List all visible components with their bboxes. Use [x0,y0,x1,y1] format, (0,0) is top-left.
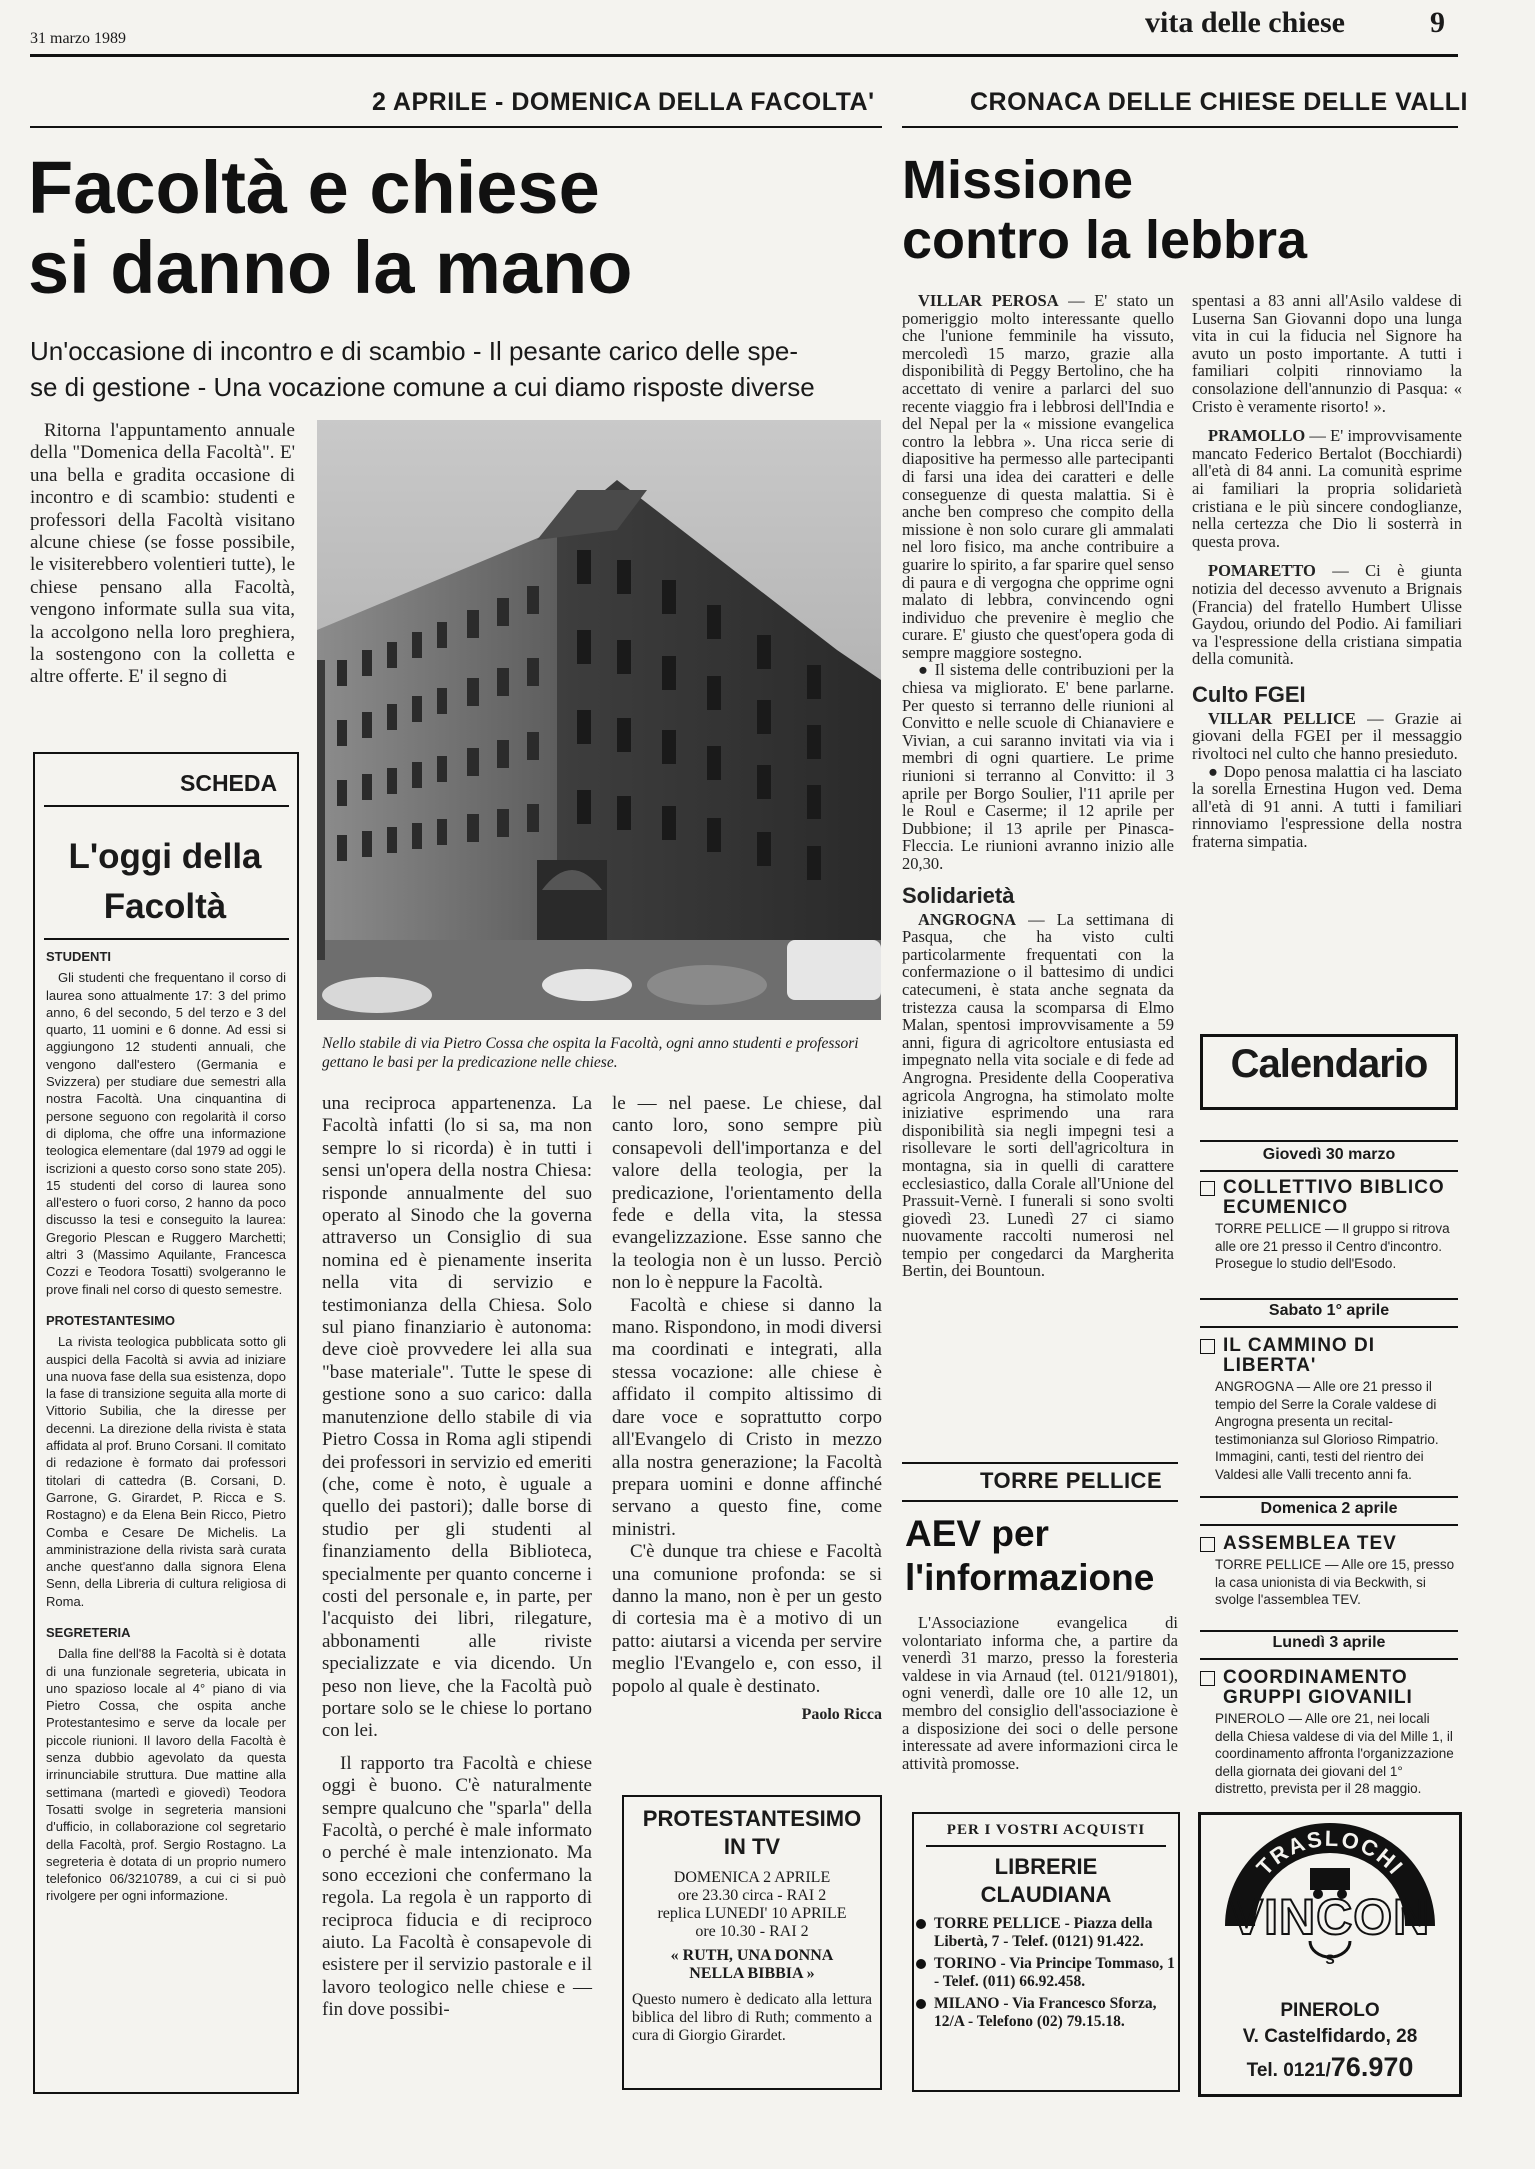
right-col1 [902,292,1174,1280]
aev-headline-line2: l'informazione [905,1557,1155,1598]
pomaretto-text: — Ci è giunta notizia del decesso avvenuto a Brignais (Francia) del fratello Humbert Ulisse Gaydou, oriundo del Podio. Ai familiari va l'espressione della cristiana simpatia della comunità. [1192,561,1462,669]
bullet-icon [916,1959,926,1969]
tv-line-1: DOMENICA 2 APRILE [673,1869,831,1886]
claudiana-address-2-text: TORINO - Via Principe Tommaso, 1 - Telef. (011) 66.92.458. [934,1954,1175,1990]
left-col2-p2: Il rapporto tra Facoltà e chiese oggi è buono. C'è naturalmente sempre qualcuno che "sparla" della Facoltà, o perché è male informato o perché è male intenzionato. Ma sono eccezioni che confermano la regola. La regola è un rapporto di reciproca fiducia e di reciproco aiuto. La Facoltà è consapevole di esistere per il servizio pastorale e il lavoro teologico nelle chiese e — fin dove possibi- [322,1752,592,2021]
claudiana-address-2 [916,1955,1176,1991]
vincon-logo-graphic [1200,1816,1460,1976]
aev-top-rule [902,1462,1178,1464]
pomaretto-place: POMARETTO [1208,561,1316,581]
villar-pellice-place: VILLAR PELLICE [1208,708,1356,728]
tv-line-3: replica LUNEDI' 10 APRILE [657,1905,847,1922]
right-headline-line1: Missione [902,150,1134,210]
left-headline-line2: si danno la mano [28,225,633,309]
aev-text: L'Associazione evangelica di volontariato informa che, a partire da venerdì 31 marzo, presso la foresteria valdese in via Arnaud (tel. 0121/91801), ogni venerdì, dalle ore 10 alle 12, un membro del consiglio dell'associazione è a disposizione dei soci o delle persone interessate ad avere informazioni circa le attività promosse. [902,1613,1178,1773]
bullet-icon [916,1999,926,2009]
left-headline-line1: Facoltà e chiese [28,146,600,229]
scheda-title-rule [44,938,289,940]
tv-line-4: ore 10.30 - RAI 2 [695,1923,809,1940]
right-col2 [1192,292,1462,851]
tv-title-1: PROTESTANTESIMO [642,1806,862,1831]
claudiana-name-2: CLAUDIANA [980,1881,1112,1907]
villar-perosa-text: — E' stato un pomeriggio molto interessante quello che l'unione femminile ha vissuto, mercoledì 15 marzo, grazie alla disponibilità di Peggy Bertolino, che ha accettato di venire a parlarci del suo recente viaggio fra i lebbrosi dell'India e del Nepal per la « missione evangelica contro la lebbra ». Una ricca serie di diapositive ha permesso alle partecipanti di farsi una idea dei caratteri e delle conseguenze di questa malattia. Si è anche ben compreso che compito della missione è non solo curare gli ammalati nel loro fisico, ma anche contribuire a guarire lo spirito, a far sparire quel senso di paura e di vergogna che opprime ogni malato di lebbra, convincendo ogni individuo che prevenire è meglio che curare. E' giusto che quest'opera goda di sempre maggiore sostegno. [902,291,1174,662]
vincon-logo [1200,1816,1460,1976]
event-4-title: COORDINAMENTO GRUPPI GIOVANILI [1223,1667,1413,1708]
left-col3-p2: Facoltà e chiese si danno la mano. Rispondono, in modi diversi ma coordinati e integrati, alla stessa vocazione: alle chiese è affidato il compito altissimo di dare voce e soprattutto corpo all'Evangelo di Cristo in mezzo alla nostra generazione; la Facoltà prepara uomini e donne affinché servano a questo fine, come ministri. [612,1294,882,1540]
event-1-body: TORRE PELLICE — Il gruppo si ritrova alle ore 21 presso il Centro d'incontro. Prosegue lo studio dell'Esodo. [1215,1221,1450,1271]
segreteria-heading: SEGRETERIA [46,1624,131,1640]
calendar-rule-3 [1200,1298,1458,1300]
calendar-day-3: Domenica 2 aprile [1260,1500,1398,1517]
angrogna-continuation: spentasi a 83 anni all'Asilo valdese di Luserna San Giovanni dopo una lunga vita in cui la fiducia nel Signore ha avuto un posto importante. A tutti i familiari colpiti rinnoviamo la consolazione dell'annunzio di Pasqua: « Cristo è veramente risorto! ». [1192,291,1462,416]
tv-title-2: IN TV [723,1834,781,1859]
right-kicker: CRONACA DELLE CHIESE DELLE VALLI [970,88,1468,116]
vincon-phone-number: 76.970 [1330,2052,1414,2082]
event-3-header [1200,1534,1458,1554]
claudiana-name-1: LIBRERIE [994,1853,1098,1879]
claudiana-address-3-text: MILANO - Via Francesco Sforza, 12/A - Telefono (02) 79.15.18. [934,1994,1157,2030]
checkbox-icon [1200,1181,1215,1196]
protestantesimo-heading: PROTESTANTESIMO [46,1312,176,1328]
claudiana-content [916,1822,1176,2031]
traslochi-text: TRASLOCHI [1251,1825,1409,1881]
faculty-building-photo [317,420,881,1020]
tv-line-2: ore 23.30 circa - RAI 2 [677,1887,827,1904]
segreteria-text: Dalla fine dell'88 la Facoltà si è dotata di una funzionale segreteria, ubicata in uno spazioso locale al 4° piano di via Pietro Cossa, che ospita anche Protestantesimo e serve da locale per piccole riunioni. Il lavoro della Facoltà è senza dubbio agevolato da questa irrinunciabile struttura. Due mattine alla settimana (martedì e giovedì) Teodora Tosatti svolge in segreteria mansioni d'ufficio, in collaborazione col segretario della Facoltà, prof. Sergio Rostagno. La segreteria è dotata di un proprio numero telefonico 06/3210789, a cui ci si può rivolgere per ogni informazione. [46,1646,286,1904]
vincon-s: S [1325,1951,1335,1967]
event-4-body: PINEROLO — Alle ore 21, nei locali della Chiesa valdese di via del Mille 1, il coordinamento affronta l'organizzazione della giornata dei giovani del 1° distretto, prevista per il 28 maggio. [1215,1711,1454,1796]
left-col2-p1: una reciproca appartenenza. La Facoltà infatti (lo si sa, ma non sempre lo si ricorda) è in tutti i sensi un'opera della nostra Chiesa: risponde annualmente del suo operato al Sinodo che la governa attraverso un Consiglio di sua nomina ed è pienamente inserita nella vita di servizio e testimonianza della Chiesa. Solo sul piano finanziario è autonoma: deve cioè provvedere lei alla sua "base materiale". Tutte le spese di gestione sono a suo carico: dalla manutenzione dello stabile di via Pietro Cossa in Roma agli stipendi dei professori in servizio ed emeriti (che, come è noto, è uguale a quello dei pastori); dalle borse di studio per gli studenti al finanziamento della Biblioteca, specialmente per quanto concerne i costi del personale e, in parte, per l'acquisto dei libri, rilegature, abbonamenti alle riviste specializzate e via dicendo. Un peso non lieve, che la Facoltà può portare solo se le chiese lo portano con lei. [322,1093,592,1742]
villar-perosa-place: VILLAR PEROSA [918,291,1059,310]
solidarieta-heading: Solidarietà [902,882,1015,908]
calendar-rule-1 [1200,1140,1458,1142]
event-1-title: COLLETTIVO BIBLICO ECUMENICO [1223,1177,1445,1218]
claudiana-address-3 [916,1995,1176,2031]
right-headline [902,150,1307,270]
aev-headline [905,1512,1154,1600]
left-kicker: 2 APRILE - DOMENICA DELLA FACOLTA' [372,88,875,116]
scheda-title-line1: L'oggi della [68,837,262,876]
tv-line-6: NELLA BIBBIA » [689,1965,815,1982]
culto-fgei-heading: Culto FGEI [1192,681,1306,707]
pramollo-brief [1192,427,1462,550]
pramollo-text: — E' improvvisamente mancato Federico Bertalot (Bocchiardi) all'età di 84 anni. La comunità esprime ai familiari la propria solidarietà cristiana e le più sincere condoglianze, nella certezza che Dio li sosterrà in questa prova. [1192,426,1462,551]
left-col2 [322,1093,592,2022]
villar-pellice-brief-2: ● Dopo penosa malattia ci ha lasciato la sorella Ernestina Hugon ved. Dema all'età di 91 anni. A tutti i familiari rinnoviamo l'espressione della nostra fraterna simpatia. [1192,761,1462,852]
calendar-event-4 [1200,1668,1458,1798]
event-3-title: ASSEMBLEA TEV [1223,1533,1397,1554]
left-kicker-rule [30,126,882,128]
left-col3 [612,1093,882,1726]
protestantesimo-text: La rivista teologica pubblicata sotto gli auspici della Facoltà si avvia ad iniziare una nuova fase della sua esistenza, dopo la fase di transizione seguita alla morte di Vittorio Subilia, che la diresse per decenni. La direzione della rivista è stata affidata al prof. Bruno Corsani. Il comitato di redazione è formato dai professori titolari di cattedra (B. Corsani, D. Garrone, G. Girardet, P. Ricca e S. Rostagno) e da Elena Bein Ricco, Pietro Comba e Cesare De Michelis. La amministrazione della rivista sarà curata anche quest'anno dalla signora Elena Senn, della Libreria di cultura religiosa di Roma. [46,1334,286,1609]
event-2-header [1200,1336,1458,1376]
section-name: vita delle chiese [1145,6,1345,39]
studenti-text: Gli studenti che frequentano il corso di laurea sono attualmente 17: 3 del primo anno, 6 del secondo, 5 del terzo e 3 del quarto, 11 uomini e 6 donne. Ad essi si aggiungono 12 studenti annuali, che vengono dall'estero (Germania e Svizzera) per studiare due semestri alla nostra Facoltà. Una cinquantina di persone seguono con regolarità il corso di diploma, che offre una informazione teologica elementare (dal 1979 ad oggi le iscrizioni a questo corso sono state 205). 15 studenti del corso di laurea sono all'estero o fuori corso, 2 hanno da poco discusso la tesi e conseguito la laurea: Gregorio Plescan e Ruggero Marchetti; altri 3 (Massimo Aquilante, Francesca Cozzi e Teodora Tosatti) svolgeranno le prove finali nel corso di questo semestre. [46,970,286,1297]
right-kicker-rule [902,126,1458,128]
pramollo-place: PRAMOLLO [1208,426,1306,446]
building-illustration [317,420,881,1020]
calendar-day-4: Lunedì 3 aprile [1272,1634,1386,1651]
header-rule [30,54,1458,57]
vincon-address: V. Castelfidardo, 28 [1242,2026,1418,2047]
vincon-city: PINEROLO [1280,2000,1380,2021]
calendar-event-2 [1200,1336,1458,1483]
left-headline [28,148,632,308]
claudiana-rule [926,1845,1166,1847]
scheda-title [40,832,290,932]
vincon-text: VINCON [1229,1889,1431,1945]
angrogna-place: ANGROGNA [918,909,1017,929]
scheda-text [46,948,286,1905]
calendar-event-3 [1200,1534,1458,1609]
torre-pellice-kicker: TORRE PELLICE [980,1468,1163,1493]
left-col3-p3: C'è dunque tra chiese e Facoltà una comunione profonda: se si danno la mano, non è per un gesto di cortesia ma è a motivo di un patto: aiutarsi a vicenda per servire meglio l'Evangelo e, con esso, il popolo al quale è destinato. [612,1541,882,1697]
villar-pellice-text: — Grazie ai giovani della FGEI per il messaggio rivoltoci nel culto che hanno presieduto. [1192,708,1462,764]
bullet-icon [916,1919,926,1929]
aev-kicker-rule [902,1500,1178,1502]
calendar-title: Calendario [1230,1042,1428,1086]
scheda-label: SCHEDA [180,770,278,796]
scheda-rule [44,805,289,807]
angrogna-brief [902,911,1174,1280]
left-subhead-line1: Un'occasione di incontro e di scambio - Il pesante carico delle spe- [30,336,799,366]
calendar-day-2: Sabato 1° aprile [1268,1302,1390,1319]
checkbox-icon [1200,1537,1215,1552]
tv-line-7: Questo numero è dedicato alla lettura biblica del libro di Ruth; commento a cura di Giorgio Girardet. [632,1991,872,2044]
checkbox-icon [1200,1671,1215,1686]
left-col3-p1: le — nel paese. Le chiese, dal canto loro, sono sempre più consapevoli dell'importanza e del valore della teologia, per la predicazione, l'orientamento della fede e della vita, la stessa evangelizzazione. Esse sanno che la teologia non è un lusso. Perciò non lo è neppure la Facoltà. [612,1093,882,1294]
studenti-heading: STUDENTI [46,949,111,964]
aev-headline-line1: AEV per [905,1513,1049,1554]
left-subhead-line2: se di gestione - Una vocazione comune a cui diamo risposte diverse [30,372,815,403]
vincon-phone-prefix: Tel. 0121/ [1246,2060,1331,2081]
page-number: 9 [1430,6,1445,39]
claudiana-address-1-text: TORRE PELLICE - Piazza della Libertà, 7 - Telef. (0121) 91.422. [934,1914,1153,1950]
event-4-header [1200,1668,1458,1708]
calendar-rule-5 [1200,1496,1458,1498]
article-author: Paolo Ricca [801,1705,882,1723]
event-2-body: ANGROGNA — Alle ore 21 presso il tempio del Serre la Corale valdese di Angrogna presenta un recital-testimonianza sul Glorioso Rimpatrio. Immagini, canti, testi del rientro dei Valdesi alle Valli trecento anni fa. [1215,1379,1439,1482]
calendar-day-1: Giovedì 30 marzo [1262,1146,1396,1163]
vincon-phone [1200,2052,1460,2083]
issue-date: 31 marzo 1989 [30,30,126,47]
event-2-title: IL CAMMINO DI LIBERTA' [1223,1335,1375,1376]
calendar-rule-8 [1200,1658,1458,1660]
calendar-event-1 [1200,1178,1458,1273]
calendar-rule-2 [1200,1170,1458,1172]
event-3-body: TORRE PELLICE — Alle ore 15, presso la casa unionista di via Beckwith, si svolge l'assemblea TEV. [1215,1557,1455,1607]
tv-content [626,1805,878,2045]
checkbox-icon [1200,1339,1215,1354]
event-1-header [1200,1178,1458,1218]
calendar-rule-6 [1200,1524,1458,1526]
left-intro: Ritorna l'appuntamento annuale della "Domenica della Facoltà". E' una bella e gradita occasione di incontro e di scambio: studenti e professori della Facoltà visitano alcune chiese (se fosse possibile, le visiterebbero volentieri tutte), le chiese pensano alla Facoltà, vengono informate sulla sua vita, la accolgono nella loro preghiera, la sostengono con la colletta e altre offerte. E' il segno di [30,420,295,688]
angrogna-text: — La settimana di Pasqua, che ha visto culti particolarmente frequentati con la confermazione o il battesimo di undici catecumeni, è stata anche segnata da tristezza causa la scomparsa di Elmo Malan, spentosi improvvisamente a 59 anni, figura di agricoltore entusiasta ed impegnato nella vita sociale e di fede ad Angrogna. Presidente della Cooperativa agricola Angrogna, ha stimolato molte iniziative esprimendo una rara disponibilità sia negli impegni tesi a risollevare le sorti dell'agricoltura in montagna, sia in quelli di carattere ecclesiastico, dalla Corale all'Unione del Prassuit-Vernè. I funerali si sono svolti giovedì 23. Lunedì 27 ci siamo nuovamente raccolti numerosi nel tempio per congedarci da Margherita Bertin, dei Bountoun. [902,909,1174,1281]
tv-line-5: « RUTH, UNA DONNA [670,1947,834,1964]
photo-caption: Nello stabile di via Pietro Cossa che ospita la Facoltà, ogni anno studenti e professori gettano le basi per la predicazione nelle chiese. [322,1035,859,1071]
calendar-rule-4 [1200,1326,1458,1328]
scheda-title-line2: Facoltà [103,887,227,926]
villar-pellice-brief [1192,710,1462,763]
claudiana-address-1 [916,1915,1176,1951]
villar-perosa-brief-2: ● Il sistema delle contribuzioni per la chiesa va migliorato. E' bene parlarne. Per questo si terranno delle riunioni al Convitto e nelle scuole di Chianaviere e Vivian, a cui saranno invitati via via i membri di ogni quartiere. Le prime riunioni si terranno al Convitto: il 3 aprile per Borgo Soulier, l'11 aprile per le Roul e Caserme; il 12 aprile per Dubbione; il 13 aprile per Pinasca-Fleccia. Le riunioni avranno inizio alle 20,30. [902,660,1174,873]
pomaretto-brief [1192,562,1462,668]
claudiana-top: PER I VOSTRI ACQUISTI [946,1822,1146,1838]
left-subhead [30,333,890,406]
villar-perosa-brief [902,292,1174,661]
right-headline-line2: contro la lebbra [902,210,1308,270]
calendar-rule-7 [1200,1630,1458,1632]
